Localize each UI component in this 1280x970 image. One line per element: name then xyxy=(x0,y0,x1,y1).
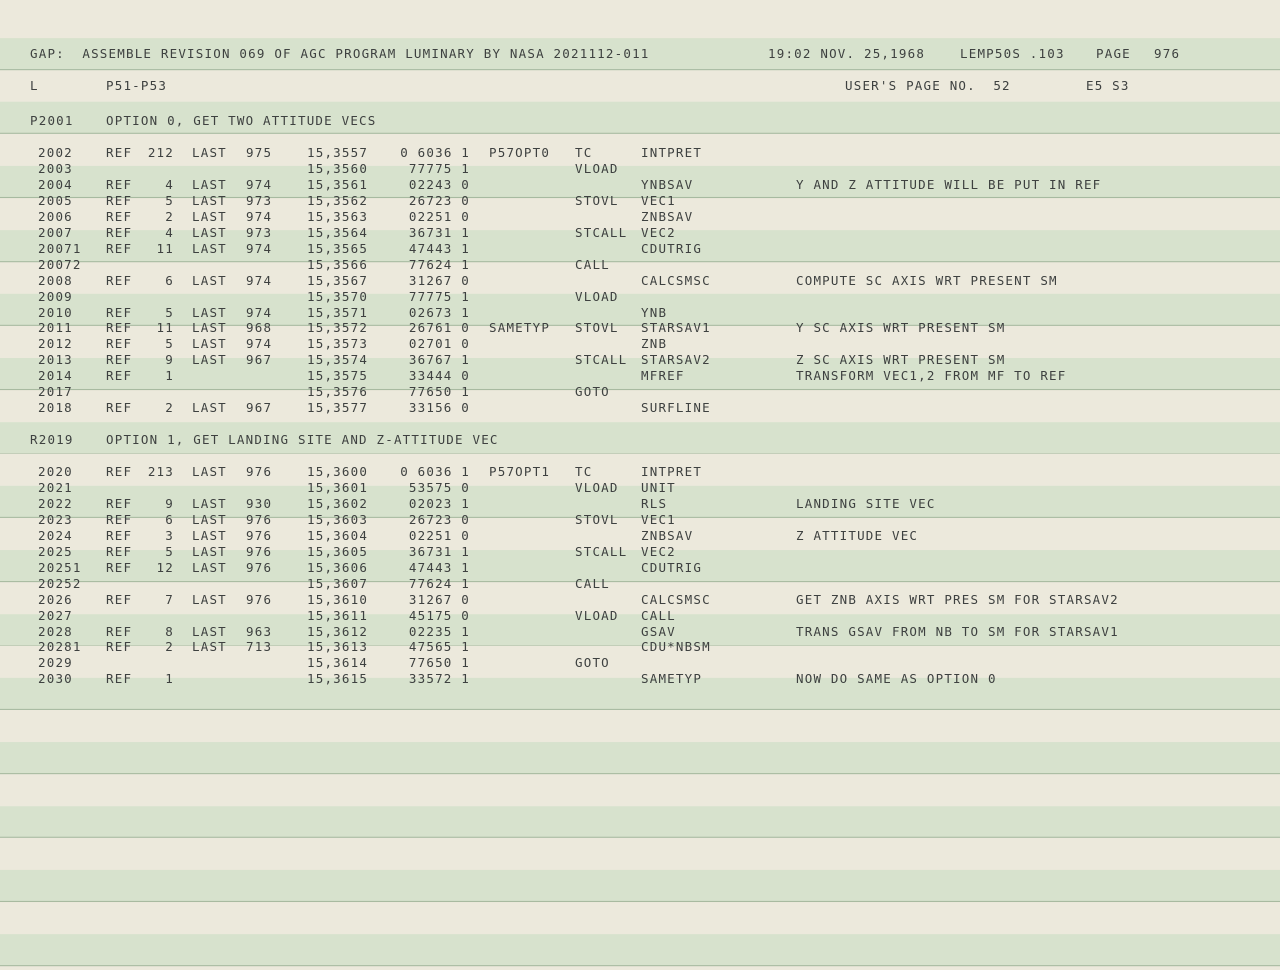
address: 15,3573 xyxy=(307,336,369,352)
ref-count: 11 xyxy=(156,320,174,336)
operand: CDUTRIG xyxy=(641,240,703,256)
listing-row xyxy=(0,273,1280,289)
section-code: E5 S3 xyxy=(1086,78,1130,93)
listing-row xyxy=(0,320,1280,336)
address: 15,3564 xyxy=(307,224,369,240)
last-line: 930 xyxy=(246,495,273,511)
ref-count: 5 xyxy=(165,304,174,320)
octal-word: 45175 0 xyxy=(408,607,470,623)
seq-number: 2027 xyxy=(38,607,73,623)
last-line: 974 xyxy=(246,176,273,192)
seq-number: 2002 xyxy=(38,145,73,160)
listing-row xyxy=(0,671,1280,687)
listing-row xyxy=(0,368,1280,384)
seq-number: 20071 xyxy=(38,240,82,256)
address: 15,3610 xyxy=(307,591,369,607)
last-keyword: LAST xyxy=(192,272,227,288)
page-number: 976 xyxy=(1154,46,1181,61)
last-line: 976 xyxy=(246,559,273,575)
ref-count: 4 xyxy=(165,224,174,240)
address: 15,3561 xyxy=(307,176,369,192)
comment: TRANSFORM VEC1,2 FROM MF TO REF xyxy=(796,368,1067,384)
ref-keyword: REF xyxy=(106,400,133,416)
listing-row xyxy=(0,528,1280,544)
ref-keyword: REF xyxy=(106,352,133,368)
ref-count: 5 xyxy=(165,336,174,352)
comment: LANDING SITE VEC xyxy=(796,495,936,511)
ref-keyword: REF xyxy=(106,208,133,224)
seq-number: 2024 xyxy=(38,527,73,543)
seq-number: 2006 xyxy=(38,208,73,224)
last-line: 713 xyxy=(246,639,273,655)
opcode: GOTO xyxy=(575,655,610,671)
octal-word: 31267 0 xyxy=(408,591,470,607)
ref-count: 9 xyxy=(165,352,174,368)
last-keyword: LAST xyxy=(192,639,227,655)
operand: INTPRET xyxy=(641,145,703,160)
ref-keyword: REF xyxy=(106,224,133,240)
octal-word: 77775 1 xyxy=(408,288,470,304)
seq-number: 2004 xyxy=(38,176,73,192)
block-title-seq: R2019 xyxy=(30,432,74,447)
opcode: CALL xyxy=(575,575,610,591)
octal-word: 26723 0 xyxy=(408,192,470,208)
opcode: STOVL xyxy=(575,511,619,527)
operand: STARSAV2 xyxy=(641,352,711,368)
seq-number: 20281 xyxy=(38,639,82,655)
listing-row xyxy=(0,639,1280,655)
ref-count: 7 xyxy=(165,591,174,607)
listing-row xyxy=(0,289,1280,305)
opcode: TC xyxy=(575,464,593,479)
ref-count: 11 xyxy=(156,240,174,256)
comment: Z SC AXIS WRT PRESENT SM xyxy=(796,352,1006,368)
octal-word: 53575 0 xyxy=(408,479,470,495)
last-keyword: LAST xyxy=(192,304,227,320)
ref-count: 2 xyxy=(165,400,174,416)
ref-keyword: REF xyxy=(106,495,133,511)
ref-keyword: REF xyxy=(106,464,133,479)
last-keyword: LAST xyxy=(192,495,227,511)
octal-word: 77624 1 xyxy=(408,575,470,591)
ref-keyword: REF xyxy=(106,591,133,607)
section-name: P51-P53 xyxy=(106,78,168,93)
listing-row xyxy=(0,655,1280,671)
operand: SURFLINE xyxy=(641,400,711,416)
last-line: 973 xyxy=(246,192,273,208)
ref-keyword: REF xyxy=(106,336,133,352)
operand: RLS xyxy=(641,495,668,511)
opcode: STOVL xyxy=(575,192,619,208)
last-line: 974 xyxy=(246,208,273,224)
last-keyword: LAST xyxy=(192,224,227,240)
listing-row xyxy=(0,209,1280,225)
octal-word: 02235 1 xyxy=(408,623,470,639)
last-keyword: LAST xyxy=(192,208,227,224)
address: 15,3577 xyxy=(307,400,369,416)
symbol-label: P57OPT0 xyxy=(489,145,551,160)
seq-number: 20251 xyxy=(38,559,82,575)
operand: YNBSAV xyxy=(641,176,694,192)
octal-word: 0 6036 1 xyxy=(400,464,470,479)
listing-row xyxy=(0,608,1280,624)
listing-row xyxy=(0,352,1280,368)
block-title-text: OPTION 0, GET TWO ATTITUDE VECS xyxy=(106,113,377,128)
listing-row xyxy=(0,512,1280,528)
symbol-label: SAMETYP xyxy=(489,320,551,336)
listing-row xyxy=(0,257,1280,273)
opcode: CALL xyxy=(575,256,610,272)
opcode: TC xyxy=(575,145,593,160)
operand: CALL xyxy=(641,607,676,623)
last-line: 968 xyxy=(246,320,273,336)
octal-word: 02243 0 xyxy=(408,176,470,192)
page-subheader xyxy=(0,78,1280,94)
operand: ZNBSAV xyxy=(641,527,694,543)
opcode: VLOAD xyxy=(575,288,619,304)
opcode: VLOAD xyxy=(575,160,619,176)
seq-number: 20072 xyxy=(38,256,82,272)
ref-keyword: REF xyxy=(106,639,133,655)
last-keyword: LAST xyxy=(192,464,227,479)
listing-row xyxy=(0,400,1280,416)
octal-word: 33572 1 xyxy=(408,671,470,687)
listing-row xyxy=(0,305,1280,321)
seq-number: 2023 xyxy=(38,511,73,527)
listing-row xyxy=(0,336,1280,352)
last-keyword: LAST xyxy=(192,559,227,575)
operand: SAMETYP xyxy=(641,671,703,687)
octal-word: 26761 0 xyxy=(408,320,470,336)
job-id: LEMP50S .103 xyxy=(960,46,1065,61)
last-keyword: LAST xyxy=(192,192,227,208)
opcode: VLOAD xyxy=(575,607,619,623)
ref-keyword: REF xyxy=(106,543,133,559)
octal-word: 02251 0 xyxy=(408,527,470,543)
listing-row xyxy=(0,496,1280,512)
page-label: PAGE xyxy=(1096,46,1131,61)
last-keyword: LAST xyxy=(192,176,227,192)
operand: INTPRET xyxy=(641,464,703,479)
ref-keyword: REF xyxy=(106,368,133,384)
block-title-text: OPTION 1, GET LANDING SITE AND Z-ATTITUDE VEC xyxy=(106,432,499,447)
address: 15,3606 xyxy=(307,559,369,575)
seq-number: 2017 xyxy=(38,384,73,400)
listing-row xyxy=(0,193,1280,209)
ref-count: 9 xyxy=(165,495,174,511)
address: 15,3604 xyxy=(307,527,369,543)
last-line: 974 xyxy=(246,304,273,320)
last-line: 976 xyxy=(246,511,273,527)
octal-word: 26723 0 xyxy=(408,511,470,527)
address: 15,3600 xyxy=(307,464,369,479)
listing-row xyxy=(0,480,1280,496)
address: 15,3565 xyxy=(307,240,369,256)
timestamp: 19:02 NOV. 25,1968 xyxy=(768,46,926,61)
octal-word: 47565 1 xyxy=(408,639,470,655)
address: 15,3572 xyxy=(307,320,369,336)
operand: VEC1 xyxy=(641,511,676,527)
octal-word: 02673 1 xyxy=(408,304,470,320)
operand: VEC2 xyxy=(641,543,676,559)
last-keyword: LAST xyxy=(192,400,227,416)
comment: TRANS GSAV FROM NB TO SM FOR STARSAV1 xyxy=(796,623,1119,639)
listing-row xyxy=(0,544,1280,560)
ref-keyword: REF xyxy=(106,192,133,208)
operand: UNIT xyxy=(641,479,676,495)
ref-count: 5 xyxy=(165,192,174,208)
address: 15,3563 xyxy=(307,208,369,224)
ref-keyword: REF xyxy=(106,511,133,527)
octal-word: 47443 1 xyxy=(408,559,470,575)
address: 15,3575 xyxy=(307,368,369,384)
operand: ZNBSAV xyxy=(641,208,694,224)
last-line: 976 xyxy=(246,543,273,559)
last-line: 976 xyxy=(246,527,273,543)
last-line: 974 xyxy=(246,272,273,288)
program-title: GAP: ASSEMBLE REVISION 069 OF AGC PROGRAM LUMINARY BY NASA 2021112-011 xyxy=(30,46,650,61)
comment: Z ATTITUDE VEC xyxy=(796,527,919,543)
address: 15,3611 xyxy=(307,607,369,623)
address: 15,3562 xyxy=(307,192,369,208)
listing-row xyxy=(0,384,1280,400)
operand: YNB xyxy=(641,304,668,320)
comment: Y SC AXIS WRT PRESENT SM xyxy=(796,320,1006,336)
address: 15,3576 xyxy=(307,384,369,400)
ref-count: 5 xyxy=(165,543,174,559)
octal-word: 47443 1 xyxy=(408,240,470,256)
comment: Y AND Z ATTITUDE WILL BE PUT IN REF xyxy=(796,176,1102,192)
ref-count: 2 xyxy=(165,639,174,655)
block-title-seq: P2001 xyxy=(30,113,74,128)
block-title xyxy=(0,113,1280,129)
address: 15,3612 xyxy=(307,623,369,639)
last-line: 963 xyxy=(246,623,273,639)
opcode: STCALL xyxy=(575,543,628,559)
page-header xyxy=(0,46,1280,62)
listing-row xyxy=(0,464,1280,480)
ref-count: 3 xyxy=(165,527,174,543)
address: 15,3566 xyxy=(307,256,369,272)
operand: VEC1 xyxy=(641,192,676,208)
ref-keyword: REF xyxy=(106,240,133,256)
symbol-label: P57OPT1 xyxy=(489,464,551,479)
operand: VEC2 xyxy=(641,224,676,240)
comment: NOW DO SAME AS OPTION 0 xyxy=(796,671,997,687)
operand: GSAV xyxy=(641,623,676,639)
last-keyword: LAST xyxy=(192,320,227,336)
opcode: STOVL xyxy=(575,320,619,336)
seq-number: 2007 xyxy=(38,224,73,240)
seq-number: 2025 xyxy=(38,543,73,559)
octal-word: 02701 0 xyxy=(408,336,470,352)
ref-keyword: REF xyxy=(106,304,133,320)
ref-count: 6 xyxy=(165,511,174,527)
seq-number: 2020 xyxy=(38,464,73,479)
last-line: 974 xyxy=(246,336,273,352)
last-line: 976 xyxy=(246,464,273,479)
last-keyword: LAST xyxy=(192,543,227,559)
seq-number: 2003 xyxy=(38,160,73,176)
seq-number: 2030 xyxy=(38,671,73,687)
address: 15,3574 xyxy=(307,352,369,368)
address: 15,3570 xyxy=(307,288,369,304)
seq-number: 2005 xyxy=(38,192,73,208)
seq-number: 2026 xyxy=(38,591,73,607)
address: 15,3605 xyxy=(307,543,369,559)
octal-word: 02251 0 xyxy=(408,208,470,224)
last-keyword: LAST xyxy=(192,145,227,160)
operand: CALCSMSC xyxy=(641,591,711,607)
octal-word: 0 6036 1 xyxy=(400,145,470,160)
comment: GET ZNB AXIS WRT PRES SM FOR STARSAV2 xyxy=(796,591,1119,607)
listing-row xyxy=(0,592,1280,608)
last-keyword: LAST xyxy=(192,623,227,639)
ref-count: 212 xyxy=(147,145,174,160)
last-line: 967 xyxy=(246,352,273,368)
seq-number: 20252 xyxy=(38,575,82,591)
listing-row xyxy=(0,161,1280,177)
last-line: 973 xyxy=(246,224,273,240)
operand: MFREF xyxy=(641,368,685,384)
octal-word: 36731 1 xyxy=(408,224,470,240)
ref-count: 8 xyxy=(165,623,174,639)
ref-keyword: REF xyxy=(106,320,133,336)
address: 15,3601 xyxy=(307,479,369,495)
opcode: STCALL xyxy=(575,352,628,368)
last-keyword: LAST xyxy=(192,352,227,368)
address: 15,3560 xyxy=(307,160,369,176)
ref-count: 1 xyxy=(165,671,174,687)
last-line: 976 xyxy=(246,591,273,607)
address: 15,3567 xyxy=(307,272,369,288)
address: 15,3603 xyxy=(307,511,369,527)
address: 15,3607 xyxy=(307,575,369,591)
opcode: GOTO xyxy=(575,384,610,400)
opcode: VLOAD xyxy=(575,479,619,495)
address: 15,3615 xyxy=(307,671,369,687)
listing-row xyxy=(0,624,1280,640)
last-line: 967 xyxy=(246,400,273,416)
seq-number: 2008 xyxy=(38,272,73,288)
address: 15,3613 xyxy=(307,639,369,655)
seq-number: 2009 xyxy=(38,288,73,304)
octal-word: 31267 0 xyxy=(408,272,470,288)
seq-number: 2018 xyxy=(38,400,73,416)
seq-number: 2029 xyxy=(38,655,73,671)
comment: COMPUTE SC AXIS WRT PRESENT SM xyxy=(796,272,1058,288)
ref-keyword: REF xyxy=(106,272,133,288)
listing-type: L xyxy=(30,78,39,93)
listing-row xyxy=(0,225,1280,241)
listing-row xyxy=(0,576,1280,592)
listing-row xyxy=(0,145,1280,161)
ref-keyword: REF xyxy=(106,559,133,575)
seq-number: 2013 xyxy=(38,352,73,368)
octal-word: 02023 1 xyxy=(408,495,470,511)
operand: ZNB xyxy=(641,336,668,352)
octal-word: 36731 1 xyxy=(408,543,470,559)
octal-word: 77624 1 xyxy=(408,256,470,272)
octal-word: 33444 0 xyxy=(408,368,470,384)
ref-keyword: REF xyxy=(106,145,133,160)
operand: CALCSMSC xyxy=(641,272,711,288)
address: 15,3602 xyxy=(307,495,369,511)
ref-keyword: REF xyxy=(106,527,133,543)
seq-number: 2028 xyxy=(38,623,73,639)
octal-word: 33156 0 xyxy=(408,400,470,416)
last-keyword: LAST xyxy=(192,336,227,352)
seq-number: 2011 xyxy=(38,320,73,336)
octal-word: 36767 1 xyxy=(408,352,470,368)
last-keyword: LAST xyxy=(192,591,227,607)
address: 15,3614 xyxy=(307,655,369,671)
last-line: 974 xyxy=(246,240,273,256)
last-keyword: LAST xyxy=(192,240,227,256)
ref-count: 2 xyxy=(165,208,174,224)
octal-word: 77650 1 xyxy=(408,655,470,671)
ref-count: 4 xyxy=(165,176,174,192)
seq-number: 2021 xyxy=(38,479,73,495)
seq-number: 2022 xyxy=(38,495,73,511)
seq-number: 2014 xyxy=(38,368,73,384)
operand: STARSAV1 xyxy=(641,320,711,336)
block-title xyxy=(0,432,1280,448)
opcode: STCALL xyxy=(575,224,628,240)
ref-count: 1 xyxy=(165,368,174,384)
listing-row xyxy=(0,177,1280,193)
seq-number: 2010 xyxy=(38,304,73,320)
seq-number: 2012 xyxy=(38,336,73,352)
last-line: 975 xyxy=(246,145,273,160)
listing-row xyxy=(0,241,1280,257)
address: 15,3557 xyxy=(307,145,369,160)
octal-word: 77650 1 xyxy=(408,384,470,400)
ref-keyword: REF xyxy=(106,623,133,639)
operand: CDU*NBSM xyxy=(641,639,711,655)
last-keyword: LAST xyxy=(192,527,227,543)
last-keyword: LAST xyxy=(192,511,227,527)
ref-keyword: REF xyxy=(106,176,133,192)
ref-count: 6 xyxy=(165,272,174,288)
operand: CDUTRIG xyxy=(641,559,703,575)
listing-row xyxy=(0,560,1280,576)
octal-word: 77775 1 xyxy=(408,160,470,176)
ref-count: 213 xyxy=(147,464,174,479)
ref-keyword: REF xyxy=(106,671,133,687)
user-page-number: USER'S PAGE NO. 52 xyxy=(845,78,1011,93)
ref-count: 12 xyxy=(156,559,174,575)
address: 15,3571 xyxy=(307,304,369,320)
